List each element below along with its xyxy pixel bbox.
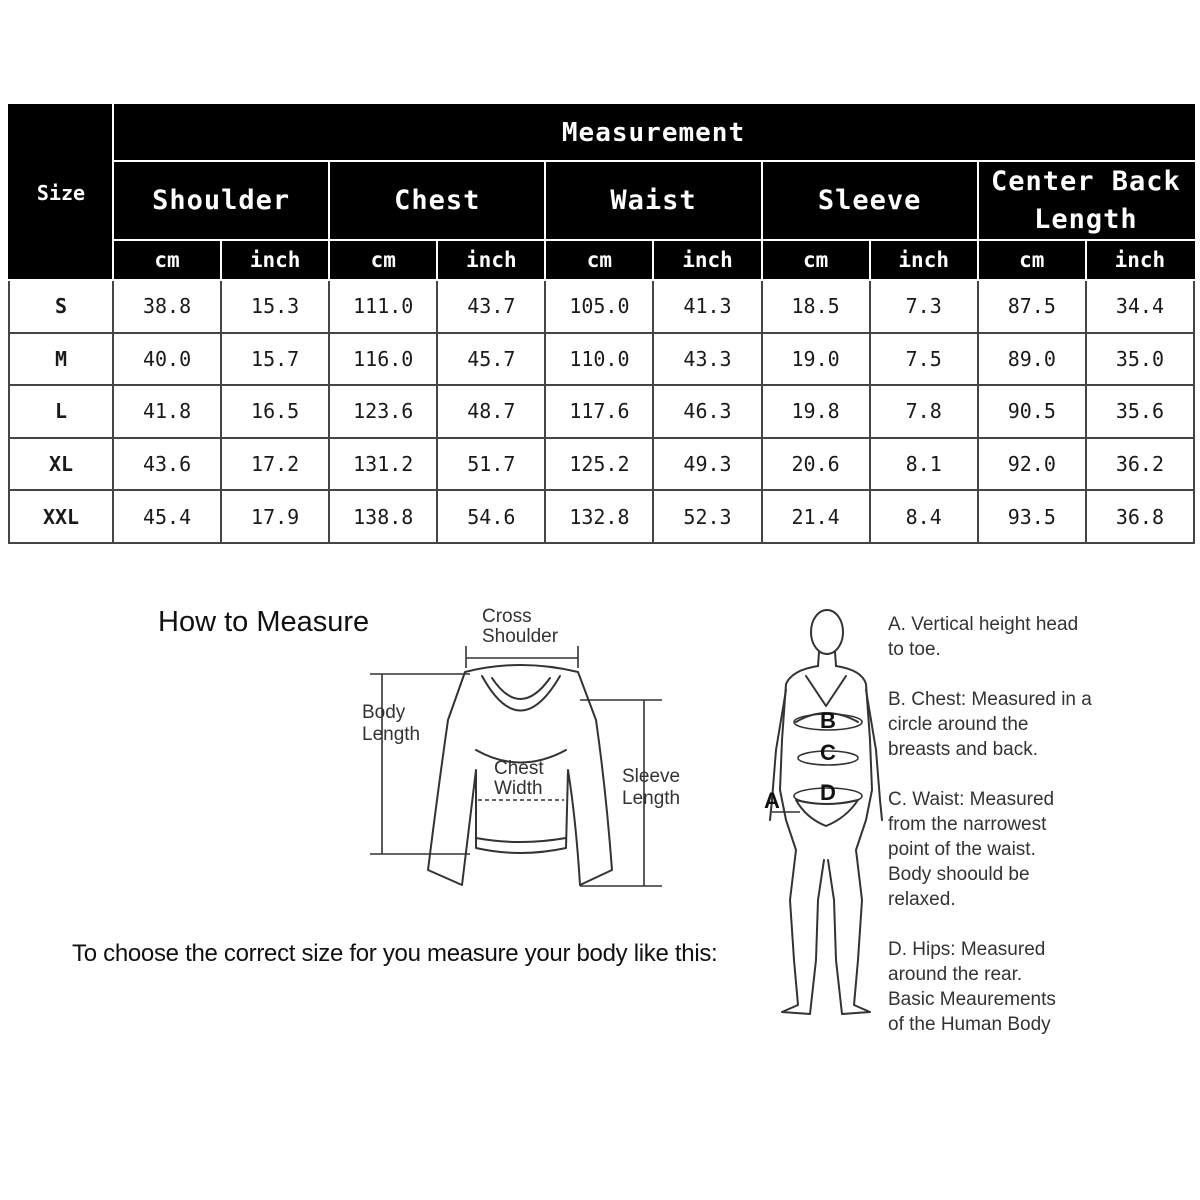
waist-header: Waist xyxy=(545,161,761,240)
table-cell: 17.2 xyxy=(221,438,329,491)
note-line: from the narrowest xyxy=(888,814,1047,835)
table-cell: 43.6 xyxy=(113,438,221,491)
table-cell: 36.8 xyxy=(1086,490,1194,543)
table-cell: 116.0 xyxy=(329,333,437,386)
table-cell: 8.4 xyxy=(870,490,978,543)
unit-inch-header: inch xyxy=(1086,240,1194,280)
table-cell: 93.5 xyxy=(978,490,1086,543)
note-line: C. Waist: Measured xyxy=(888,789,1055,810)
table-cell: 19.8 xyxy=(762,385,870,438)
table-cell: 105.0 xyxy=(545,280,653,333)
table-cell: 125.2 xyxy=(545,438,653,491)
sleeve-header: Sleeve xyxy=(762,161,978,240)
table-cell: 54.6 xyxy=(437,490,545,543)
note-line: point of the waist. xyxy=(888,839,1036,860)
unit-cm-header: cm xyxy=(762,240,870,280)
body-length-label-line2: Length xyxy=(362,724,421,745)
table-cell: 92.0 xyxy=(978,438,1086,491)
letter-d: D xyxy=(820,780,836,805)
table-cell: 52.3 xyxy=(653,490,761,543)
table-cell: 18.5 xyxy=(762,280,870,333)
unit-cm-header: cm xyxy=(329,240,437,280)
table-cell: 35.0 xyxy=(1086,333,1194,386)
note-line: to toe. xyxy=(888,639,941,660)
letter-b: B xyxy=(820,708,836,733)
table-cell: 138.8 xyxy=(329,490,437,543)
table-cell: 34.4 xyxy=(1086,280,1194,333)
sweater-hem xyxy=(476,838,566,842)
note-c xyxy=(888,787,1138,912)
size-cell: S xyxy=(9,280,113,333)
head xyxy=(811,610,843,654)
note-line: B. Chest: Measured in a xyxy=(888,689,1092,710)
note-a xyxy=(888,612,1138,662)
sleeve-length-label-line2: Length xyxy=(622,788,681,809)
table-cell: 21.4 xyxy=(762,490,870,543)
size-cell: M xyxy=(9,333,113,386)
cross-label-line1: Cross xyxy=(482,606,532,627)
unit-cm-header: cm xyxy=(545,240,653,280)
measurement-notes xyxy=(888,612,1138,1062)
table-cell: 90.5 xyxy=(978,385,1086,438)
letter-a: A xyxy=(764,788,780,813)
table-cell: 117.6 xyxy=(545,385,653,438)
unit-cm-header: cm xyxy=(113,240,221,280)
note-line: A. Vertical height head xyxy=(888,614,1079,635)
table-cell: 15.3 xyxy=(221,280,329,333)
sweater-collar xyxy=(492,678,550,699)
unit-inch-header: inch xyxy=(653,240,761,280)
table-cell: 20.6 xyxy=(762,438,870,491)
shoulder-header: Shoulder xyxy=(113,161,329,240)
chest-header: Chest xyxy=(329,161,545,240)
chest-width-label-line2: Width xyxy=(494,778,543,799)
unit-inch-header: inch xyxy=(870,240,978,280)
table-cell: 110.0 xyxy=(545,333,653,386)
center-back-length-header: Center Back Length xyxy=(978,161,1194,240)
table-cell: 89.0 xyxy=(978,333,1086,386)
table-cell: 131.2 xyxy=(329,438,437,491)
arm-right xyxy=(866,690,882,820)
letter-c: C xyxy=(820,740,836,765)
table-cell: 16.5 xyxy=(221,385,329,438)
measurement-header: Measurement xyxy=(113,105,1194,161)
size-cell: XL xyxy=(9,438,113,491)
note-line: relaxed. xyxy=(888,889,956,910)
note-line: around the rear. xyxy=(888,964,1023,985)
table-cell: 7.5 xyxy=(870,333,978,386)
size-cell: XXL xyxy=(9,490,113,543)
table-cell: 19.0 xyxy=(762,333,870,386)
note-b xyxy=(888,687,1138,762)
table-cell: 51.7 xyxy=(437,438,545,491)
table-cell: 41.3 xyxy=(653,280,761,333)
table-cell: 8.1 xyxy=(870,438,978,491)
unit-inch-header: inch xyxy=(437,240,545,280)
table-cell: 7.8 xyxy=(870,385,978,438)
table-cell: 43.7 xyxy=(437,280,545,333)
note-line: breasts and back. xyxy=(888,739,1038,760)
unit-cm-header: cm xyxy=(978,240,1086,280)
table-cell: 41.8 xyxy=(113,385,221,438)
note-line: Body shoould be xyxy=(888,864,1030,885)
table-cell: 123.6 xyxy=(329,385,437,438)
body-measure-lines xyxy=(772,714,862,812)
note-line: circle around the xyxy=(888,714,1029,735)
table-cell: 15.7 xyxy=(221,333,329,386)
table-cell: 17.9 xyxy=(221,490,329,543)
choose-size-text: To choose the correct size for you measure your body like this: xyxy=(72,940,718,967)
table-cell: 43.3 xyxy=(653,333,761,386)
note-d xyxy=(888,937,1138,1037)
table-cell: 38.8 xyxy=(113,280,221,333)
table-cell: 49.3 xyxy=(653,438,761,491)
table-cell: 45.7 xyxy=(437,333,545,386)
unit-inch-header: inch xyxy=(221,240,329,280)
size-cell: L xyxy=(9,385,113,438)
size-header: Size xyxy=(9,105,113,280)
how-to-measure-title: How to Measure xyxy=(158,606,370,638)
table-cell: 48.7 xyxy=(437,385,545,438)
note-line: Basic Meaurements xyxy=(888,989,1056,1010)
sleeve-length-label-line1: Sleeve xyxy=(622,766,681,787)
body-length-label-line1: Body xyxy=(362,702,406,723)
chest-width-label-line1: Chest xyxy=(494,758,544,779)
note-line: D. Hips: Measured xyxy=(888,939,1046,960)
table-cell: 7.3 xyxy=(870,280,978,333)
table-cell: 46.3 xyxy=(653,385,761,438)
table-cell: 45.4 xyxy=(113,490,221,543)
note-line: of the Human Body xyxy=(888,1014,1051,1035)
table-cell: 87.5 xyxy=(978,280,1086,333)
table-cell: 40.0 xyxy=(113,333,221,386)
cross-label-line2: Shoulder xyxy=(482,626,559,647)
table-cell: 35.6 xyxy=(1086,385,1194,438)
table-cell: 111.0 xyxy=(329,280,437,333)
table-cell: 132.8 xyxy=(545,490,653,543)
table-cell: 36.2 xyxy=(1086,438,1194,491)
